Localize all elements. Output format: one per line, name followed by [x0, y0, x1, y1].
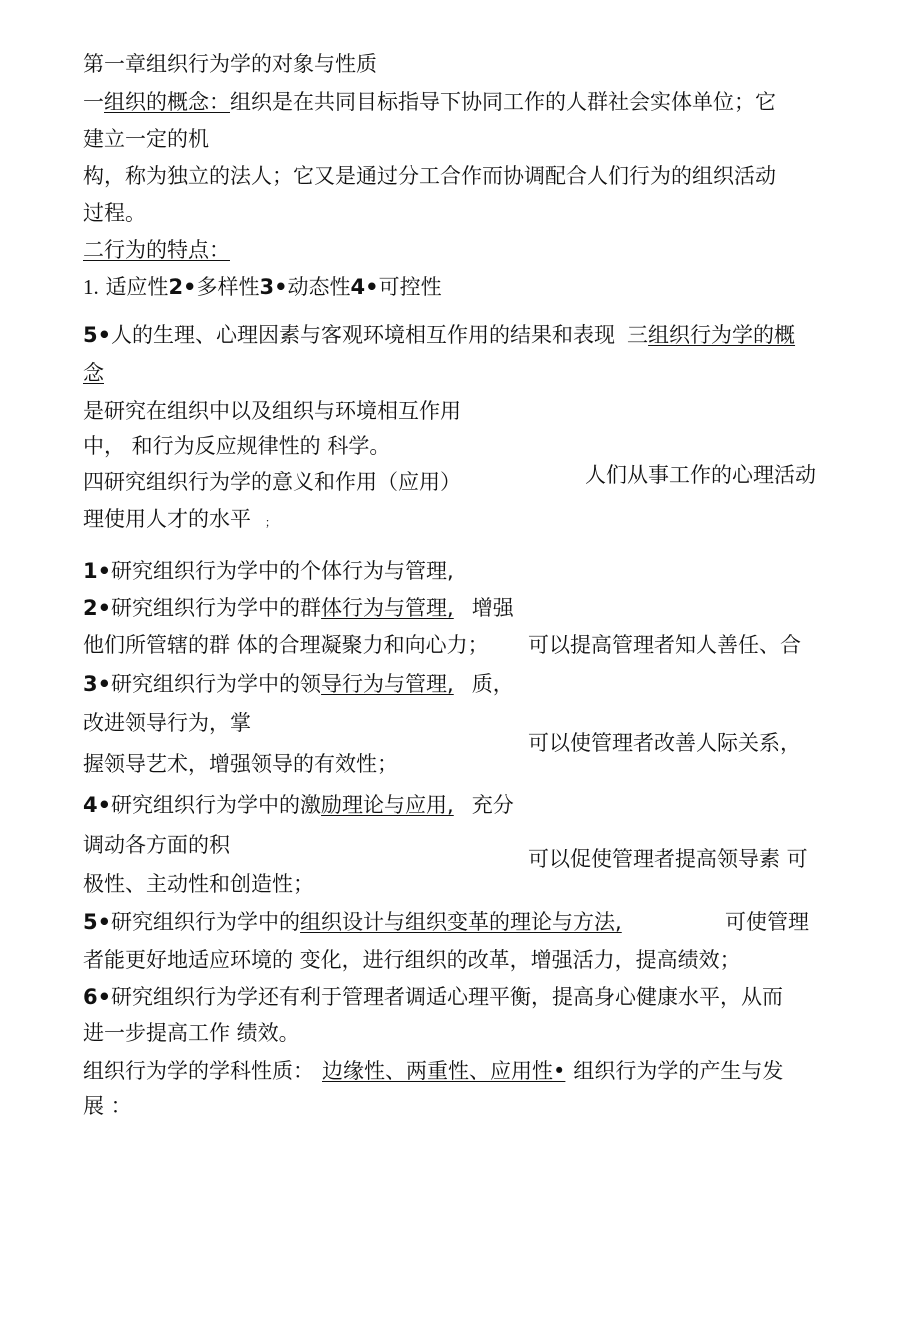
trait-number: 1. — [83, 275, 99, 299]
org-concept-line-2: 建立一定的机 — [83, 127, 209, 151]
item-underlined: 励理论与应用, — [321, 793, 454, 817]
trait-label: 动态性 — [287, 275, 351, 299]
origin-heading: 组织行为学的产生与发 — [573, 1059, 784, 1083]
stray-mark: ； — [265, 516, 276, 529]
significance-heading: 四研究组织行为学的意义和作用（应用） — [83, 470, 461, 494]
item-number: 3• — [83, 672, 112, 696]
significance-line-2 — [83, 507, 276, 532]
item-2-side: 可以提高管理者知人善任、合 — [528, 633, 801, 657]
item-3-line-3: 握领导艺术，增强领导的有效性； — [83, 752, 398, 776]
item-text: 研究组织行为学中的领 — [111, 672, 322, 696]
org-concept-line-3: 构，称为独立的法人；它又是通过分工合作而协调配合人们行为的组织活动 — [83, 164, 776, 188]
trait-number: 5• — [83, 323, 112, 347]
item-1 — [83, 559, 454, 584]
significance-text: 理使用人才的水平 — [83, 507, 251, 531]
item-number: 5• — [83, 910, 112, 934]
section-prefix: 三 — [627, 323, 649, 347]
item-text: 研究组织行为学还有利于管理者调适心理平衡，提高身心健康水平，从而 — [111, 985, 784, 1009]
nature-label: 组织行为学的学科性质： — [83, 1059, 314, 1083]
ob-concept-heading: 组织行为学的概 — [648, 323, 796, 347]
item-number: 4• — [83, 793, 112, 817]
item-underlined: 组织设计与组织变革的理论与方法, — [300, 910, 622, 934]
section-prefix: 一 — [83, 90, 104, 114]
ob-concept-line-1: 是研究在组织中以及组织与环境相互作用 — [83, 399, 461, 423]
item-3-line-2: 改进领导行为，掌 — [83, 711, 251, 735]
trait-5-line — [83, 323, 795, 348]
item-5-side: 可使管理 — [725, 910, 809, 934]
trait-label: 可控性 — [378, 275, 442, 299]
ob-concept-heading-cont: 念 — [83, 361, 104, 385]
item-number: 2• — [83, 596, 112, 620]
item-4 — [83, 793, 514, 818]
item-text: 研究组织行为学中的激 — [111, 793, 322, 817]
item-underlined: 导行为与管理, — [321, 672, 454, 696]
nature-values: 边缘性、两重性、应用性• — [322, 1059, 566, 1083]
behavior-traits — [83, 275, 442, 300]
item-5-line-2: 者能更好地适应环境的 变化，进行组织的改革，增强活力，提高绩效； — [83, 948, 741, 972]
item-5 — [83, 910, 636, 935]
item-text: 研究组织行为学中的个体行为与管理, — [111, 559, 454, 583]
item-text: 研究组织行为学中的 — [111, 910, 301, 934]
item-text: 增强 — [471, 596, 514, 620]
item-3-side: 可以使管理者改善人际关系， — [528, 731, 801, 755]
trait-number: 2• — [168, 275, 197, 299]
item-text: 研究组织行为学中的群 — [111, 596, 322, 620]
item-text: 充分 — [471, 793, 514, 817]
item-4-line-3: 极性、主动性和创造性； — [83, 872, 314, 896]
ob-concept-line-2: 中， 和行为反应规律性的 科学。 — [83, 434, 391, 458]
trait-label: 适应性 — [105, 275, 169, 299]
chapter-title: 第一章组织行为学的对象与性质 — [83, 52, 377, 76]
behavior-heading: 二行为的特点： — [83, 238, 230, 262]
nature-line-2: 展 ： — [83, 1094, 132, 1118]
trait-label: 人的生理、心理因素与客观环境相互作用的结果和表现 — [111, 323, 616, 347]
item-6 — [83, 985, 783, 1010]
org-concept-line-1 — [83, 90, 776, 115]
item-6-line-2: 进一步提高工作 绩效。 — [83, 1021, 300, 1045]
item-text: 质， — [471, 672, 514, 696]
item-4-line-2: 调动各方面的积 — [83, 833, 230, 857]
org-concept-heading: 组织的概念： — [104, 90, 230, 114]
item-underlined: 体行为与管理, — [321, 596, 454, 620]
item-3 — [83, 672, 514, 697]
org-concept-line-4: 过程。 — [83, 201, 146, 225]
trait-label: 多样性 — [196, 275, 260, 299]
trait-number: 4• — [350, 275, 379, 299]
ob-concept-side-text: 人们从事工作的心理活动 — [585, 463, 816, 487]
item-2 — [83, 596, 514, 621]
trait-number: 3• — [259, 275, 288, 299]
item-number: 1• — [83, 559, 112, 583]
nature-line — [83, 1059, 783, 1084]
org-concept-text: 组织是在共同目标指导下协同工作的人群社会实体单位；它 — [230, 90, 776, 114]
item-4-side: 可以促使管理者提高领导素 可 — [528, 847, 808, 871]
item-number: 6• — [83, 985, 112, 1009]
item-2-line-2: 他们所管辖的群 体的合理凝聚力和向心力； — [83, 633, 489, 657]
